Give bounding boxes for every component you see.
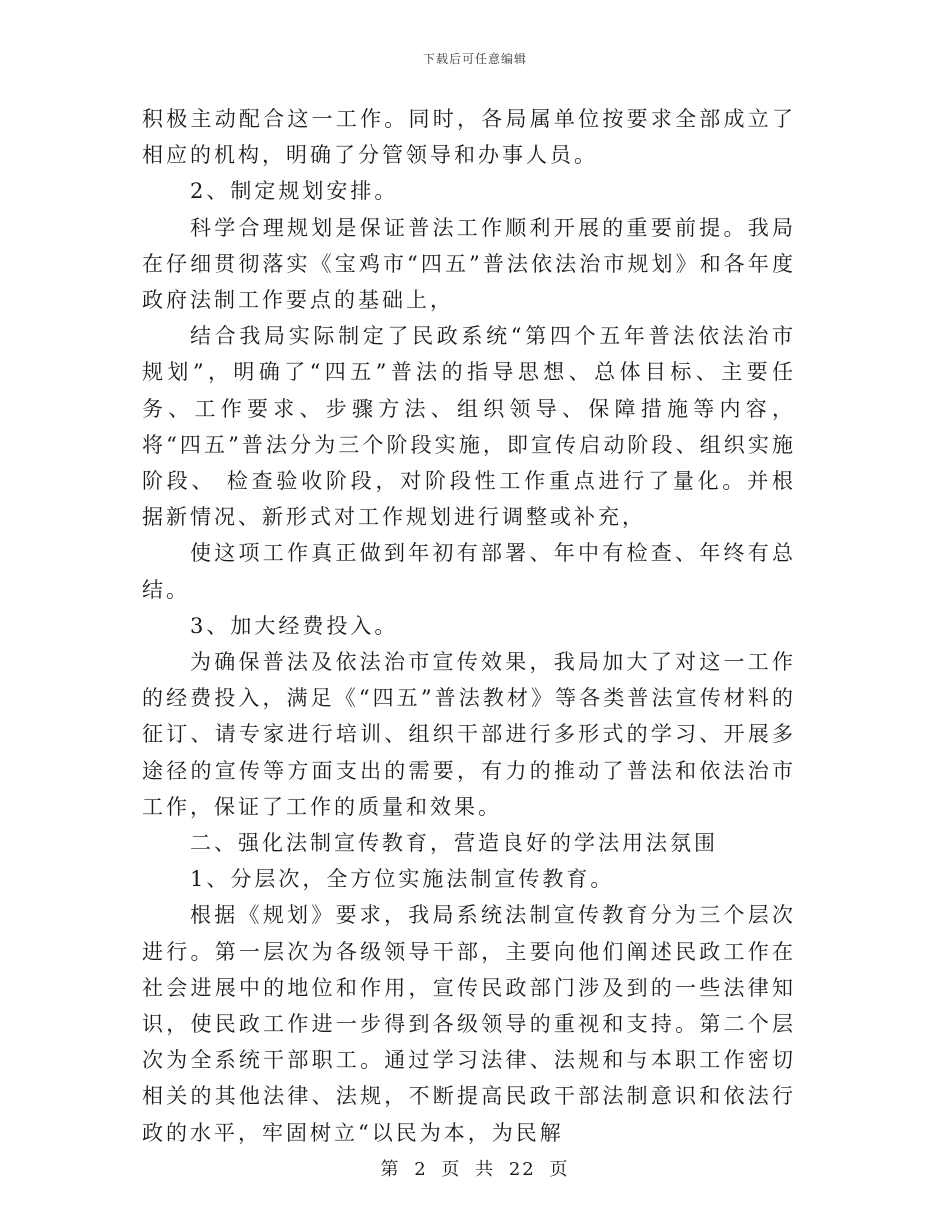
section-heading-levels: 1、分层次，全方位实施法制宣传教育。	[190, 867, 615, 892]
paragraph-continuation: 积极主动配合这一工作。同时，各局属单位按要求全部成立了相应的机构，明确了分管领导和办事人员。	[142, 107, 796, 168]
paragraph-plan-intro: 科学合理规划是保证普法工作顺利开展的重要前提。我局在仔细贯彻落实《宝鸡市“四五”普法依法治市规划》和各年度政府法制工作要点的基础上，	[142, 215, 796, 313]
section-heading-funding: 3、加大经费投入。	[190, 613, 399, 638]
paragraph-funding: 为确保普法及依法治市宣传效果，我局加大了对这一工作的经费投入，满足《“四五”普法教材》等各类普法宣传材料的征订、请专家进行培训、组织干部进行多形式的学习、开展多途径的宣传等方面支出的需要，有力的推动了普法和依法治市工作，保证了工作的质量和效果。	[142, 650, 796, 819]
page-number: 第 2 页 共 22 页	[380, 1159, 570, 1180]
section-heading-plan: 2、制定规划安排。	[190, 179, 399, 204]
document-body	[142, 101, 796, 1151]
paragraph-plan-summary: 使这项工作真正做到年初有部署、年中有检查、年终有总结。	[142, 541, 796, 602]
page-header-note: 下载后可任意编辑	[422, 52, 527, 66]
paragraph-levels: 根据《规划》要求，我局系统法制宣传教育分为三个层次进行。第一层次为各级领导干部，主要向他们阐述民政工作在社会进展中的地位和作用，宣传民政部门涉及到的一些法律知识，使民政工作进一步得到各级领导的重视和支持。第二个层次为全系统干部职工。通过学习法律、法规和与本职工作密切相关的其他法律、法规，不断提高民政干部法制意识和依法行政的水平，牢固树立“以民为本，为民解	[142, 903, 796, 1145]
paragraph-plan-detail: 结合我局实际制定了民政系统“第四个五年普法依法治市规划”，明确了“四五”普法的指导思想、总体目标、主要任务、工作要求、步骤方法、组织领导、保障措施等内容，将“四五”普法分为三个阶段实施，即宣传启动阶段、组织实施阶段、 检查验收阶段，对阶段性工作重点进行了量化。并根据新情况、新形式对工作规划进行调整或补充，	[142, 324, 796, 530]
chapter-heading-education: 二、强化法制宣传教育，营造良好的学法用法氛围	[190, 831, 718, 856]
